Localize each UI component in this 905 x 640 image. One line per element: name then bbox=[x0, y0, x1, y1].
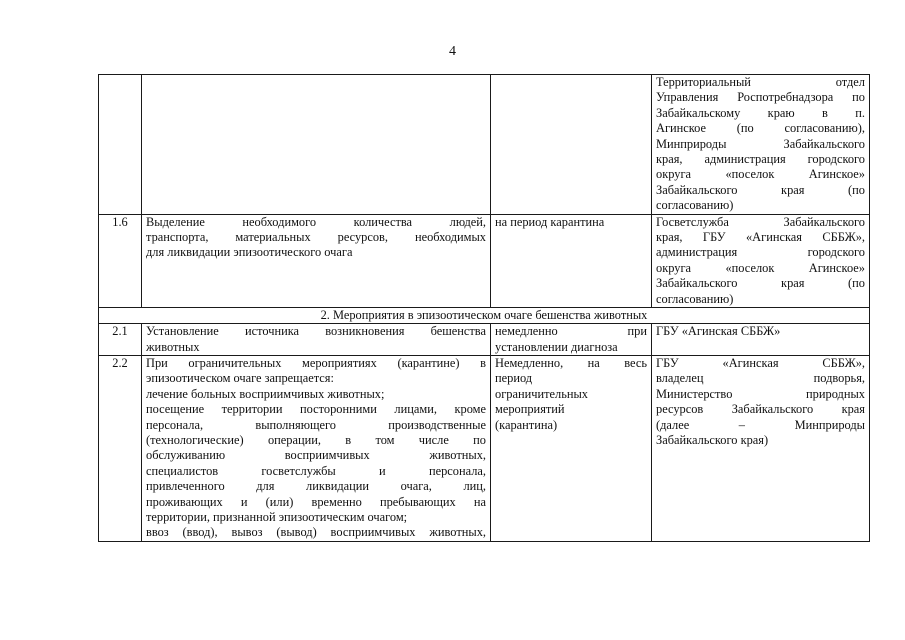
text-line: округа «поселок Агинское» bbox=[656, 260, 865, 275]
text-line: ресурсов Забайкальского края bbox=[656, 402, 865, 417]
responsible-cell bbox=[652, 324, 870, 356]
item-number-cell bbox=[99, 75, 142, 215]
text-line: транспорта, материальных ресурсов, необходимых bbox=[146, 230, 486, 245]
text-line: Минприроды Забайкальского bbox=[656, 136, 865, 151]
table-row bbox=[99, 214, 870, 307]
term-cell bbox=[491, 75, 652, 215]
action-cell bbox=[142, 75, 491, 215]
text-line: ввоз (ввод), вывоз (вывод) восприимчивых животных, bbox=[146, 525, 486, 540]
text-line: лечение больных восприимчивых животных; bbox=[146, 386, 385, 401]
responsible-cell bbox=[652, 214, 870, 307]
text-line: Территориальный отдел bbox=[656, 75, 865, 89]
action-cell bbox=[142, 214, 491, 307]
responsible-cell bbox=[652, 355, 870, 541]
section-title: 2. Мероприятия в эпизоотическом очаге бешенства животных bbox=[99, 308, 870, 324]
text-line: края, ГБУ «Агинская СББЖ», bbox=[656, 230, 865, 245]
text-line: мероприятий bbox=[495, 402, 565, 417]
text-line: края, администрация городского bbox=[656, 152, 865, 167]
term-cell bbox=[491, 214, 652, 307]
text-line: персонала, выполняющего производственные bbox=[146, 417, 486, 432]
term-cell bbox=[491, 324, 652, 356]
text-line: Немедленно, на весь bbox=[495, 355, 647, 370]
text-line: посещение территории посторонними лицами, кроме bbox=[146, 402, 486, 417]
measures-table bbox=[98, 74, 870, 542]
section-header-row bbox=[99, 308, 870, 324]
text-line: Госветслужба Забайкальского bbox=[656, 214, 865, 229]
text-line: эпизоотическом очаге запрещается: bbox=[146, 371, 334, 386]
text-line: специалистов госветслужбы и персонала, bbox=[146, 463, 486, 478]
text-line: проживающих и (или) временно пребывающих на bbox=[146, 494, 486, 509]
text-line: (технологические) операции, в том числе по bbox=[146, 432, 486, 447]
item-number-cell: 2.2 bbox=[99, 355, 142, 541]
responsible-cell bbox=[652, 75, 870, 215]
text-line: ограничительных bbox=[495, 386, 588, 401]
text-line: ГБУ «Агинская СББЖ» bbox=[656, 324, 781, 339]
text-line: установлении диагноза bbox=[495, 339, 618, 354]
item-number-cell: 1.6 bbox=[99, 214, 142, 307]
text-line: (далее – Минприроды bbox=[656, 417, 865, 432]
text-line: Забайкальскому краю в п. bbox=[656, 105, 865, 120]
text-line: животных bbox=[146, 339, 200, 354]
text-line: согласованию) bbox=[656, 198, 734, 213]
item-number-cell: 2.1 bbox=[99, 324, 142, 356]
text-line: администрация городского bbox=[656, 245, 865, 260]
text-line: для ликвидации эпизоотического очага bbox=[146, 245, 353, 260]
text-line: Агинское (по согласованию), bbox=[656, 121, 865, 136]
text-line: Забайкальского края (по bbox=[656, 276, 865, 291]
text-line: При ограничительных мероприятиях (карантине) в bbox=[146, 355, 486, 370]
text-line: территории, признанной эпизоотическим очагом; bbox=[146, 509, 408, 524]
table-row bbox=[99, 324, 870, 356]
text-line: Забайкальского края (по bbox=[656, 182, 865, 197]
text-line: Управления Роспотребнадзора по bbox=[656, 90, 865, 105]
page-number: 4 bbox=[449, 44, 456, 59]
text-line: Забайкальского края) bbox=[656, 432, 769, 447]
text-line: немедленно при bbox=[495, 324, 647, 339]
text-line: на период карантина bbox=[495, 214, 605, 229]
text-line: Министерство природных bbox=[656, 386, 865, 401]
measures-table-body bbox=[99, 75, 870, 542]
text-line: ГБУ «Агинская СББЖ», bbox=[656, 355, 865, 370]
text-line: привлеченного для ликвидации очага, лиц, bbox=[146, 479, 486, 494]
text-line: период bbox=[495, 371, 533, 386]
text-line: Выделение необходимого количества людей, bbox=[146, 214, 486, 229]
text-line: обслуживанию восприимчивых животных, bbox=[146, 448, 486, 463]
action-cell bbox=[142, 324, 491, 356]
term-cell bbox=[491, 355, 652, 541]
text-line: округа «поселок Агинское» bbox=[656, 167, 865, 182]
text-line: (карантина) bbox=[495, 417, 558, 432]
action-cell bbox=[142, 355, 491, 541]
text-line: Установление источника возникновения бешенства bbox=[146, 324, 486, 339]
table-row bbox=[99, 355, 870, 541]
text-line: согласованию) bbox=[656, 291, 734, 306]
text-line: владелец подворья, bbox=[656, 371, 865, 386]
table-row bbox=[99, 75, 870, 215]
